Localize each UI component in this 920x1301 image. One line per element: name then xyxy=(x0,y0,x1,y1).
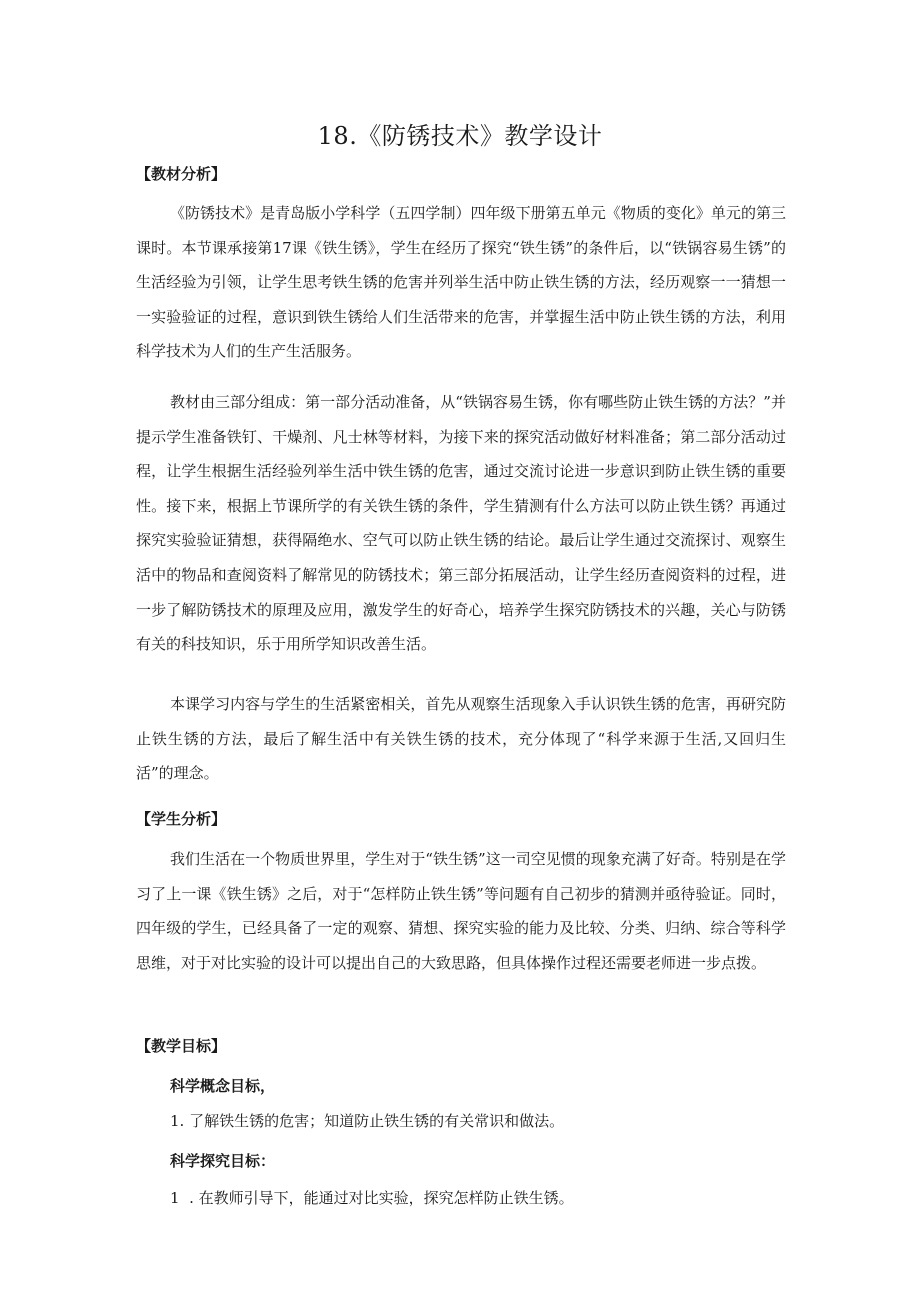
heading-student-analysis: 【学生分析】 xyxy=(136,810,227,828)
paragraph-textbook-3: 本课学习内容与学生的生活紧密相关，首先从观察生活现象入手认识铁生锈的危害，再研究防止铁生锈的方法，最后了解生活中有关铁生锈的技术，充分体现了“科学来源于生活,又回归生活”的理念。 xyxy=(136,695,786,783)
heading-textbook-analysis: 【教材分析】 xyxy=(136,165,227,183)
inquiry-goal-item: 1 . 在教师引导下，能通过对比实验，探究怎样防止铁生锈。 xyxy=(170,1189,574,1207)
paragraph-textbook-2: 教材由三部分组成：第一部分活动准备，从“铁锅容易生锈，你有哪些防止铁生锈的方法？”并提示学生准备铁钉、干燥剂、凡士林等材料，为接下来的探究活动做好材料准备；第二部分活动过程，让学生根据生活经验列举生活中铁生锈的危害，通过交流讨论进一步意识到防止铁生锈的重要性。接下来，根据上节课所学的有关铁生锈的条件，学生猜测有什么方法可以防止铁生锈？再通过探究实验验证猜想，获得隔绝水、空气可以防止铁生锈的结论。最后让学生通过交流探讨、观察生活中的物品和查阅资料了解常见的防锈技术；第三部分拓展活动，让学生经历查阅资料的过程，进一步了解防锈技术的原理及应用，激发学生的好奇心，培养学生探究防锈技术的兴趣，关心与防锈有关的科技知识，乐于用所学知识改善生活。 xyxy=(136,393,786,654)
document-title: 18.《防锈技术》教学设计 xyxy=(317,122,603,150)
heading-teaching-goals: 【教学目标】 xyxy=(136,1037,227,1055)
concept-goal-label: 科学概念目标， xyxy=(170,1077,276,1095)
inquiry-goal-label: 科学探究目标： xyxy=(170,1152,276,1170)
paragraph-student-1: 我们生活在一个物质世界里，学生对于“铁生锈”这一司空见惯的现象充满了好奇。特别是在学习了上一课《铁生锈》之后，对于“怎样防止铁生锈”等问题有自己初步的猜测并亟待验证。同时，四年级的学生，已经具备了一定的观察、猜想、探究实验的能力及比较、分类、归纳、综合等科学思维，对于对比实验的设计可以提出自己的大致思路，但具体操作过程还需要老师进一步点拨。 xyxy=(136,850,786,972)
paragraph-textbook-1: 《防锈技术》是青岛版小学科学（五四学制）四年级下册第五单元《物质的变化》单元的第三课时。本节课承接第17课《铁生锈》，学生在经历了探究“铁生锈”的条件后，以“铁锅容易生锈”的生活经验为引领，让学生思考铁生锈的危害并列举生活中防止铁生锈的方法，经历观察一一猜想一一实验验证的过程，意识到铁生锈给人们生活带来的危害，并掌握生活中防止铁生锈的方法，利用科学技术为人们的生产生活服务。 xyxy=(136,204,786,361)
concept-goal-item: 1. 了解铁生锈的危害；知道防止铁生锈的有关常识和做法。 xyxy=(170,1112,565,1130)
